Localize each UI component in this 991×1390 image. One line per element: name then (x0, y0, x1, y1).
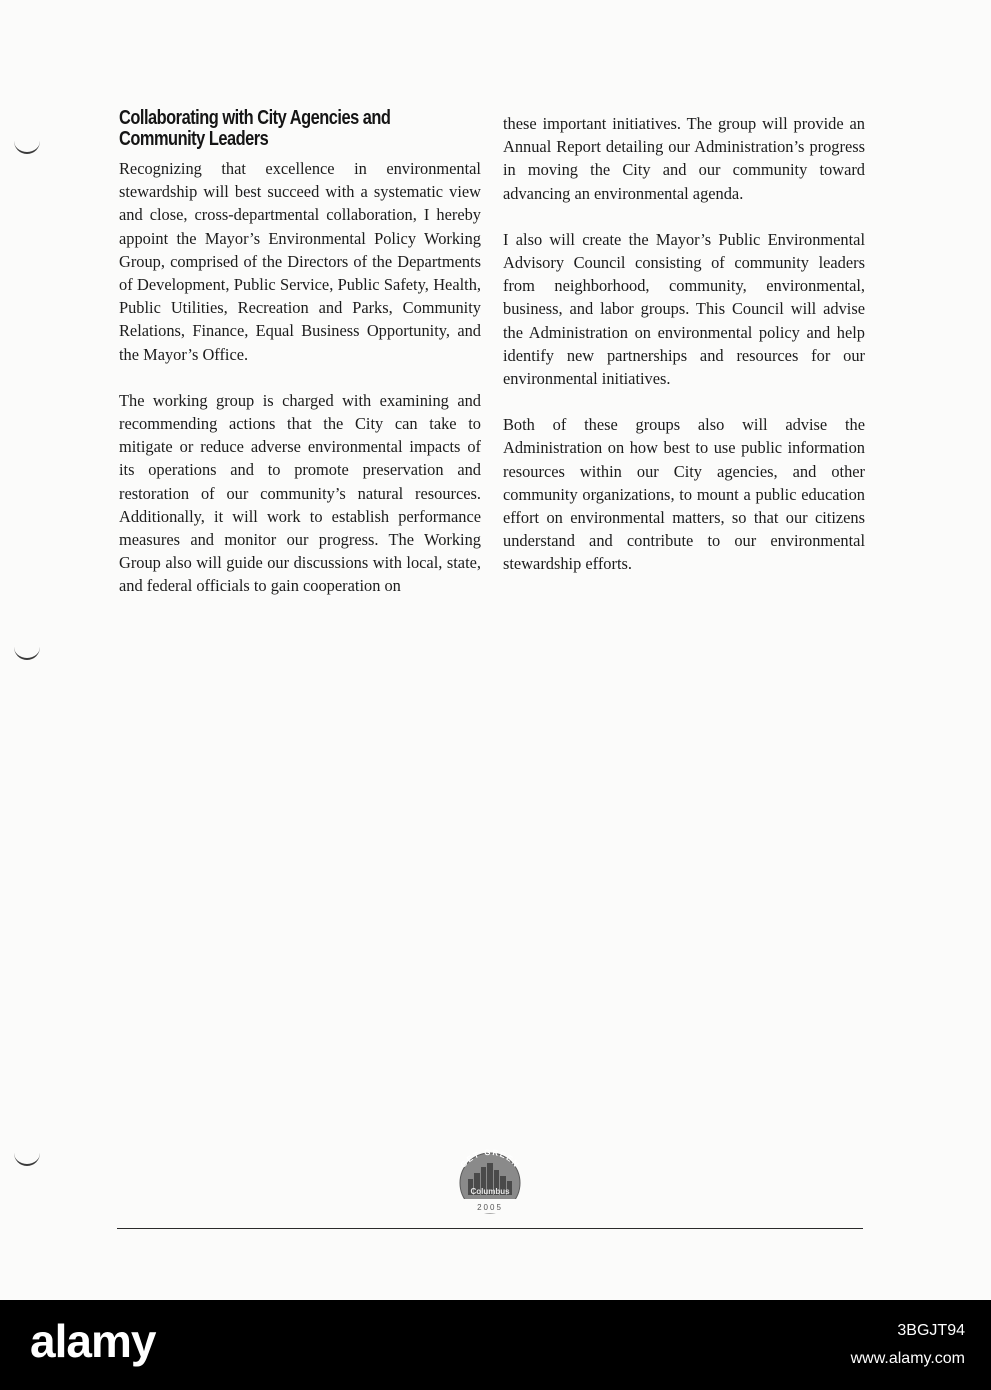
right-column (503, 112, 865, 599)
binder-hole-bottom (14, 1152, 40, 1166)
logo-city-text: Columbus (470, 1187, 510, 1196)
paragraph-public-education: Both of these groups also will advise the Administration on how best to use public information resources within our City agencies, and other community organizations, to mount a public education effort on environmental matters, so that our citizens understand and contribute to our environmental stewardship efforts. (503, 415, 865, 574)
paragraph-annual-report: these important initiatives. The group will provide an Annual Report detailing our Administration’s progress in moving the City and our community toward advancing an environmental agenda. (503, 114, 865, 203)
get-green-columbus-logo (450, 1143, 530, 1215)
logo-arc-text: GET GREEN (458, 1147, 522, 1170)
binder-hole-top (14, 140, 40, 154)
section-heading: Collaborating with City Agencies and Community Leaders (119, 107, 391, 150)
paragraph-working-group-appointment: Recognizing that excellence in environmental stewardship will best succeed with a systematic view and close, cross-departmental collaboration, I hereby appoint the Mayor’s Environmental Policy Working Group, comprised of the Directors of the Departments of Development, Public Service, Public Safety, Health, Public Utilities, Recreation and Parks, Community Relations, Finance, Equal Business Opportunity, and the Mayor’s Office. (119, 159, 481, 364)
stock-watermark-bar (0, 1300, 991, 1390)
watermark-image-id: 3BGJT94 (897, 1322, 965, 1339)
paragraph-working-group-charge: The working group is charged with examining and recommending actions that the City can take to mitigate or reduce adverse environmental impacts of its operations and to promote preservation and restoration of our community’s natural resources. Additionally, it will work to establish performance measures and monitor our progress. The Working Group also will guide our discussions with local, state, and federal officials to gain cooperation on (119, 390, 481, 596)
footer-rule (117, 1228, 863, 1229)
binder-hole-middle (14, 646, 40, 660)
left-column (119, 108, 481, 621)
watermark-site: www.alamy.com (850, 1350, 965, 1367)
paragraph-advisory-council: I also will create the Mayor’s Public Environmental Advisory Council consisting of community leaders from neighborhood, community, environmental, business, and labor groups. This Council will advise the Administration on environmental policy and help identify new partnerships and resources for our environmental initiatives. (503, 229, 865, 389)
logo-year: 2005 (477, 1203, 503, 1212)
watermark-brand: alamy (30, 1315, 156, 1367)
